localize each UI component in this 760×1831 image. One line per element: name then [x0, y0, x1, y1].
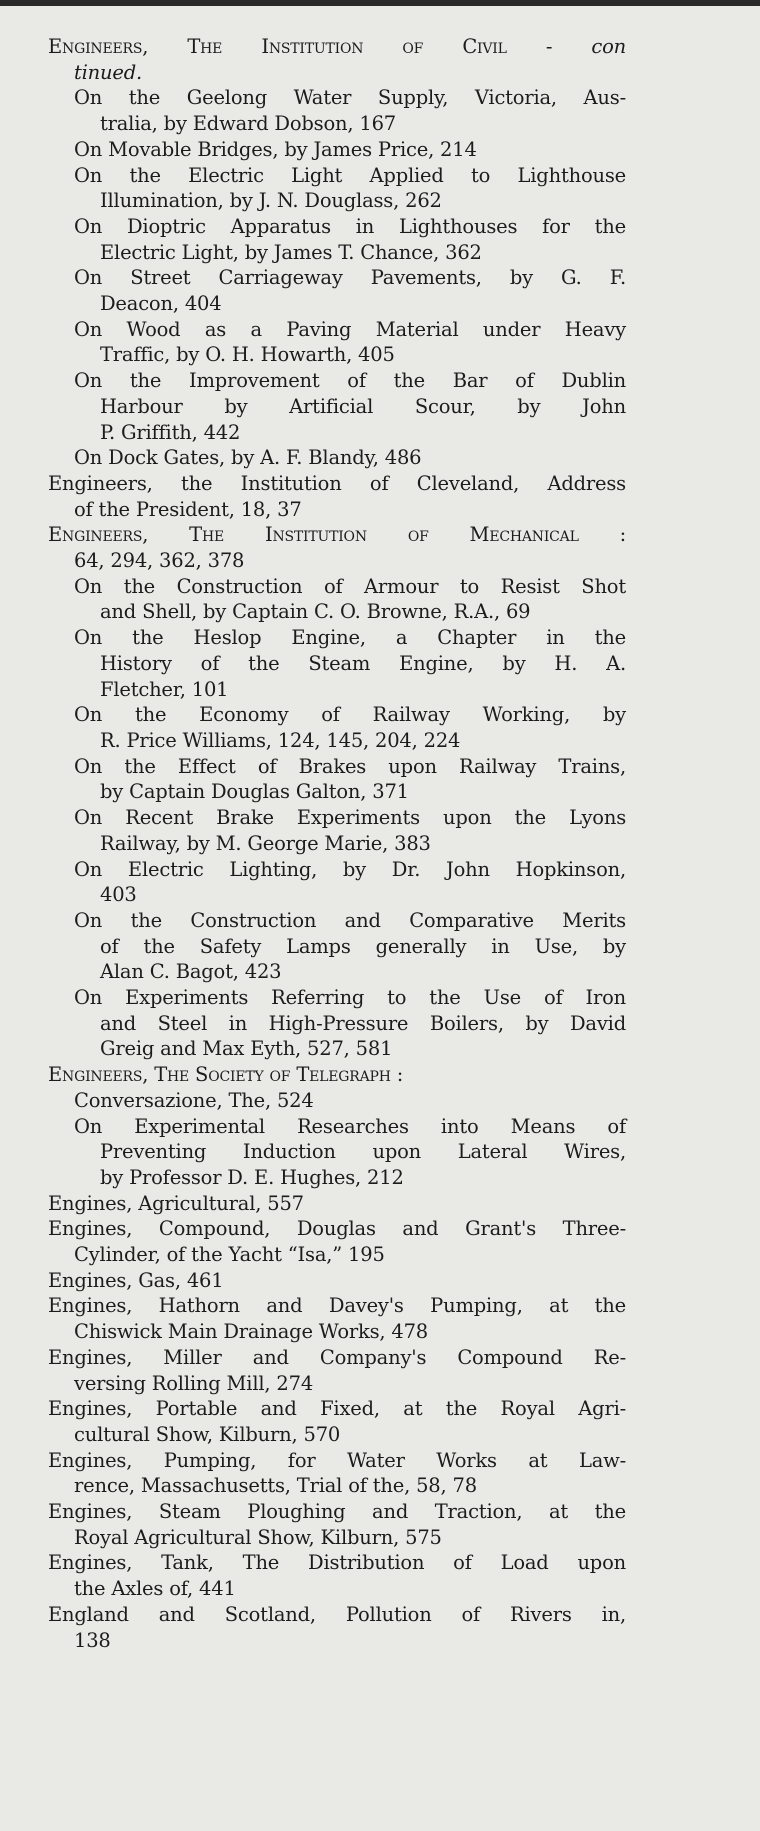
index-entry	[48, 34, 626, 85]
index-line: On the Economy of Railway Working, by	[74, 703, 626, 727]
index-line: On Movable Bridges, by James Price, 214	[74, 137, 477, 161]
index-line: by Captain Douglas Galton, 371	[100, 780, 409, 804]
index-subentry	[48, 265, 626, 316]
index-subentry	[48, 317, 626, 368]
index-line: Engines, Pumping, for Water Works at Law-	[48, 1448, 626, 1472]
index-subentry	[48, 908, 626, 985]
index-entry	[48, 1499, 626, 1550]
index-line: of the President, 18, 37	[74, 497, 302, 521]
index-line: On Wood as a Paving Material under Heavy	[74, 317, 626, 341]
index-line: versing Rolling Mill, 274	[74, 1371, 314, 1395]
index-entry	[48, 1396, 626, 1447]
index-line: Engineers, the Institution of Cleveland, Address	[48, 471, 626, 495]
index-line: Engines, Agricultural, 557	[48, 1191, 304, 1215]
index-line: On Dock Gates, by A. F. Blandy, 486	[74, 446, 422, 470]
index-line: Harbour by Artificial Scour, by John	[100, 394, 626, 418]
index-line: On Electric Lighting, by Dr. John Hopkinson,	[74, 857, 626, 881]
index-line: Deacon, 404	[100, 292, 222, 316]
text-segment: -	[506, 35, 592, 58]
index-subentry	[48, 1114, 626, 1191]
index-subentry	[48, 857, 626, 908]
index-line: On the Effect of Brakes upon Railway Trains,	[74, 754, 626, 778]
index-subentry	[48, 574, 626, 625]
index-entry	[48, 1062, 626, 1088]
index-subentry	[48, 805, 626, 856]
index-line: Preventing Induction upon Lateral Wires,	[100, 1140, 626, 1164]
index-line: History of the Steam Engine, by H. A.	[100, 651, 626, 675]
index-subentry	[48, 754, 626, 805]
section-heading: Engineers, The Society of Telegraph	[48, 1063, 391, 1087]
index-line: On the Improvement of the Bar of Dublin	[74, 369, 626, 393]
index-line: On Street Carriageway Pavements, by G. F.	[74, 266, 626, 290]
index-line: On the Geelong Water Supply, Victoria, Aus-	[74, 86, 626, 110]
index-line	[48, 1062, 626, 1088]
index-line: Conversazione, The, 524	[74, 1088, 314, 1112]
index-entry	[48, 1345, 626, 1396]
index-line: On Experimental Researches into Means of	[74, 1114, 626, 1138]
index-line: On Dioptric Apparatus in Lighthouses for the	[74, 214, 626, 238]
index-line: Railway, by M. George Marie, 383	[100, 831, 431, 855]
index-line: Engines, Portable and Fixed, at the Royal Agri-	[48, 1397, 626, 1421]
index-line: tralia, by Edward Dobson, 167	[100, 112, 396, 136]
index-line	[48, 34, 626, 60]
index-subentry	[48, 368, 626, 445]
index-line: Cylinder, of the Yacht “Isa,” 195	[74, 1243, 385, 1267]
index-line: the Axles of, 441	[74, 1577, 236, 1601]
index-line: Greig and Max Eyth, 527, 581	[100, 1037, 393, 1061]
index-entry	[48, 1602, 626, 1653]
index-line: Engines, Hathorn and Davey's Pumping, at the	[48, 1294, 626, 1318]
index-entry	[48, 1293, 626, 1344]
index-line: and Steel in High-Pressure Boilers, by David	[100, 1011, 626, 1035]
index-line: On the Construction and Comparative Merits	[74, 908, 626, 932]
continued-note: tinued.	[74, 60, 143, 84]
index-line	[48, 522, 626, 548]
index-line: cultural Show, Kilburn, 570	[74, 1422, 341, 1446]
index-entry	[48, 1448, 626, 1499]
index-line: Alan C. Bagot, 423	[100, 960, 282, 984]
index-line: and Shell, by Captain C. O. Browne, R.A., 69	[100, 600, 531, 624]
index-subentry	[48, 625, 626, 702]
continued-note: con	[591, 35, 627, 58]
index-subentry	[48, 985, 626, 1062]
index-entry	[48, 1216, 626, 1267]
index-entry	[48, 1268, 626, 1294]
index-line: On the Construction of Armour to Resist Shot	[74, 574, 626, 598]
index-line: by Professor D. E. Hughes, 212	[100, 1165, 404, 1189]
index-line: England and Scotland, Pollution of Rivers in,	[48, 1602, 626, 1626]
index-line: Chiswick Main Drainage Works, 478	[74, 1320, 429, 1344]
index-line: Illumination, by J. N. Douglass, 262	[100, 189, 442, 213]
index-line: rence, Massachusetts, Trial of the, 58, 78	[74, 1474, 477, 1498]
section-heading: Engineers, The Institution of Mechanical	[48, 523, 579, 547]
index-entry	[48, 1191, 626, 1217]
index-entry	[48, 1550, 626, 1601]
index-line: Electric Light, by James T. Chance, 362	[100, 240, 482, 264]
top-rule	[0, 0, 760, 6]
index-line: 138	[74, 1628, 111, 1652]
index-column	[48, 34, 626, 1653]
index-subentry	[48, 214, 626, 265]
index-subentry	[48, 702, 626, 753]
index-subentry	[48, 445, 626, 471]
index-line: On Recent Brake Experiments upon the Lyons	[74, 806, 626, 830]
index-line: of the Safety Lamps generally in Use, by	[100, 934, 626, 958]
text-segment: :	[390, 1063, 404, 1087]
index-line: Engines, Gas, 461	[48, 1268, 224, 1292]
index-subentry	[48, 137, 626, 163]
index-line: P. Griffith, 442	[100, 420, 241, 444]
section-heading: Engineers, The Institution of Civil	[48, 35, 507, 58]
index-line: 64, 294, 362, 378	[74, 549, 245, 573]
index-subentry	[48, 85, 626, 136]
index-line: Traffic, by O. H. Howarth, 405	[100, 343, 395, 367]
index-entry	[48, 471, 626, 522]
index-line	[74, 60, 626, 86]
index-line: Royal Agricultural Show, Kilburn, 575	[74, 1525, 442, 1549]
index-line: On the Heslop Engine, a Chapter in the	[74, 626, 626, 650]
index-subentry	[48, 1088, 626, 1114]
index-entry	[48, 522, 626, 573]
index-subentry	[48, 163, 626, 214]
index-line: Engines, Tank, The Distribution of Load upon	[48, 1551, 626, 1575]
index-line: Engines, Compound, Douglas and Grant's Three-	[48, 1217, 626, 1241]
index-line: On Experiments Referring to the Use of Iron	[74, 986, 626, 1010]
index-line: Engines, Steam Ploughing and Traction, at the	[48, 1500, 626, 1524]
index-line: Engines, Miller and Company's Compound Re-	[48, 1345, 626, 1369]
index-line: Fletcher, 101	[100, 677, 229, 701]
index-line: R. Price Williams, 124, 145, 204, 224	[100, 728, 461, 752]
index-line: 403	[100, 883, 137, 907]
index-line: On the Electric Light Applied to Lighthouse	[74, 163, 626, 187]
text-segment: :	[578, 523, 626, 547]
